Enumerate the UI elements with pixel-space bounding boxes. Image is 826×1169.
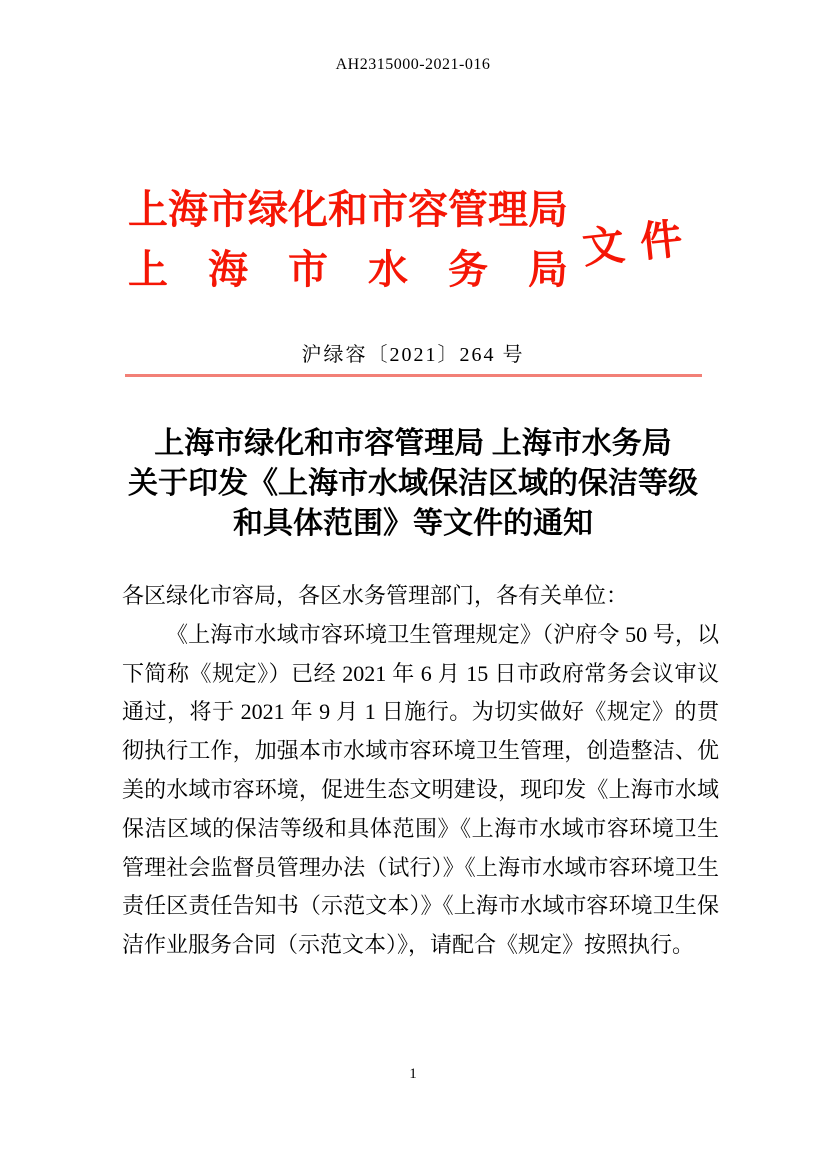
title-line-1: 上海市绿化和市容管理局 上海市水务局 [154,427,672,460]
title-line-3: 和具体范围》等文件的通知 [233,507,593,540]
body-paragraph: 《上海市水域市容环境卫生管理规定》（沪府令 50 号，以下简称《规定》）已经 2021 年 6 月 15 日市政府常务会议审议通过，将于 2021 年 9 月 1 日施行。为切实做好《规定》的贯彻执行工作，加强本市水域市容环境卫生管理，创造整洁、优美的水域市容环境，促进生态文明建设，现印发《上海市水域保洁区域的保洁等级和具体范围》《上海市水域市容环境卫生管理社会监督员管理办法（试行）》《上海市水域市容环境卫生责任区责任告知书（示范文本）》《上海市水域市容环境卫生保洁作业服务合同（示范文本）》，请配合《规定》按照执行。 [122,621,719,958]
document-index-code: AH2315000-2021-016 [335,56,491,73]
red-divider-line [125,374,702,377]
document-body [122,577,719,965]
doc-type-label: 文件 [580,215,701,273]
document-reference-number: 沪绿容〔2021〕264 号 [301,344,525,366]
letterhead [0,180,826,300]
issuing-agencies [128,180,568,300]
document-title [0,424,826,544]
salutation-line: 各区绿化市容局，各区水务管理部门，各有关单位： [122,583,629,608]
agency-name-greening-bureau: 上海市绿化和市容管理局 [127,187,568,232]
title-line-2: 关于印发《上海市水域保洁区域的保洁等级 [128,467,698,500]
agency-name-water-authority: 上海市水务局 [127,247,568,292]
page-number: 1 [409,1066,417,1082]
